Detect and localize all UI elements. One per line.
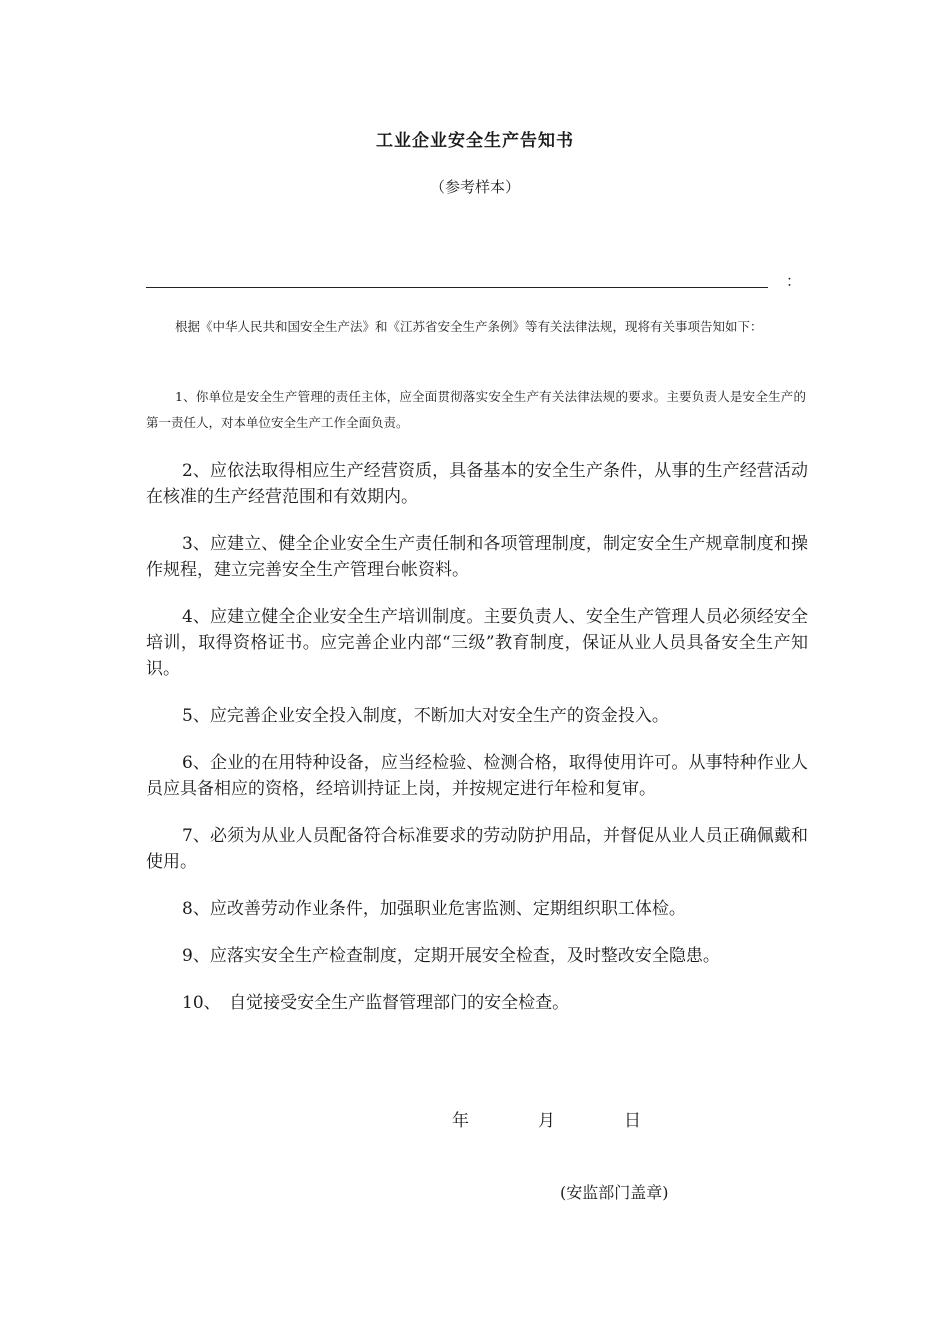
seal-note: (安监部门盖章) [560,1183,669,1202]
list-item: 6、企业的在用特种设备，应当经检验、检测合格，取得使用许可。从事特种作业人员应具备相应的资格，经培训持证上岗，并按规定进行年检和复审。 [146,753,808,799]
date-day-label: 日 [624,1111,641,1131]
list-item: 3、应建立、健全企业安全生产责任制和各项管理制度，制定安全生产规章制度和操作规程，建立完善安全生产管理台帐资料。 [146,534,808,580]
date-month-label: 月 [538,1111,555,1131]
intro-paragraph: 根据《中华人民共和国安全生产法》和《江苏省安全生产条例》等有关法律法规，现将有关事项告知如下： [175,319,763,334]
list-item: 4、应建立健全企业安全生产培训制度。主要负责人、安全生产管理人员必须经安全培训，取得资格证书。应完善企业内部“三级”教育制度，保证从业人员具备安全生产知识。 [146,607,808,679]
date-year-label: 年 [452,1111,469,1131]
list-item: 5、应完善企业安全投入制度，不断加大对安全生产的资金投入。 [182,706,669,726]
list-item: 7、必须为从业人员配备符合标准要求的劳动防护用品，并督促从业人员正确佩戴和使用。 [146,826,808,872]
document-title: 工业企业安全生产告知书 [376,131,574,151]
list-item: 10、 自觉接受安全生产监督管理部门的安全检查。 [182,993,570,1013]
list-item: 2、应依法取得相应生产经营资质，具备基本的安全生产条件，从事的生产经营活动在核准的生产经营范围和有效期内。 [146,461,808,507]
item-1: 1、你单位是安全生产管理的责任主体，应全面贯彻落实安全生产有关法律法规的要求。主要负责人是安全生产的第一责任人，对本单位安全生产工作全面负责。 [146,389,806,430]
addressee-colon: ： [786,272,802,290]
list-item: 8、应改善劳动作业条件，加强职业危害监测、定期组织职工体检。 [182,899,686,919]
list-item: 9、应落实安全生产检查制度，定期开展安全检查，及时整改安全隐患。 [182,946,720,966]
notice-items-list [146,458,808,1037]
addressee-blank-line [146,287,768,288]
document-subtitle: （参考样本） [429,178,520,196]
date-row [0,1106,950,1132]
